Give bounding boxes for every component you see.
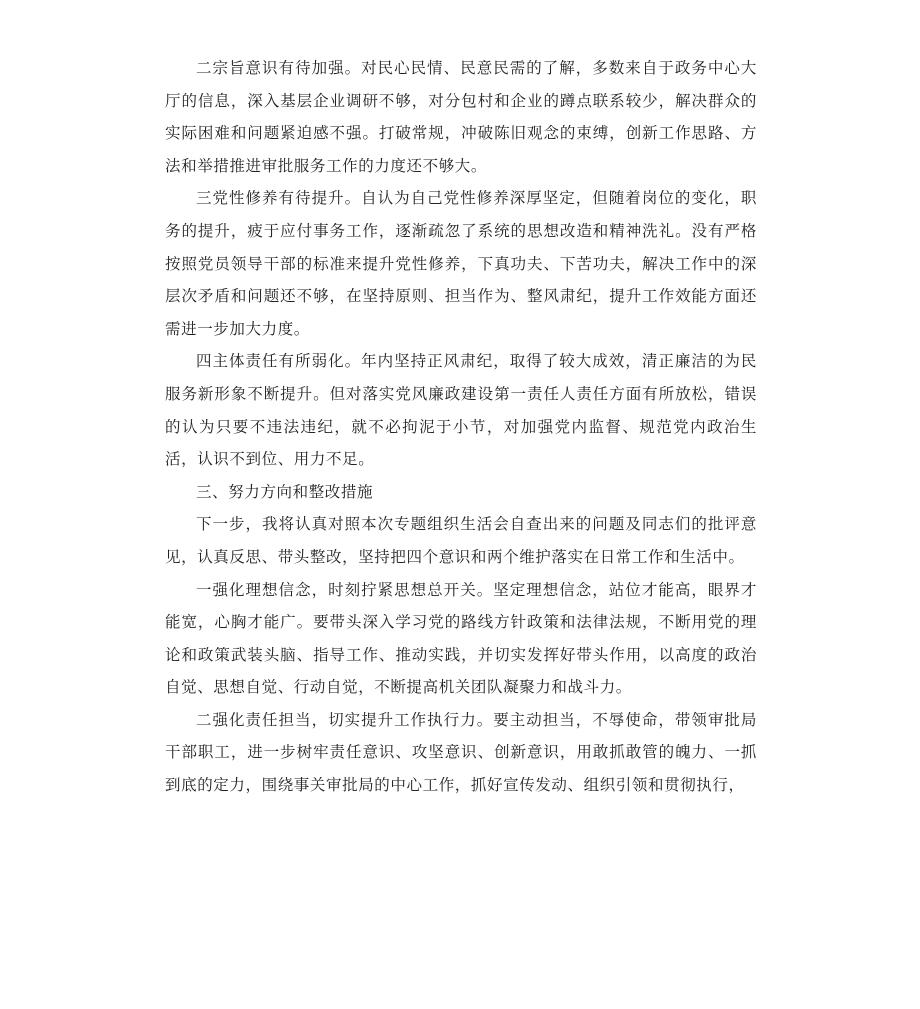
paragraph-responsibility: 二强化责任担当，切实提升工作执行力。要主动担当，不辱使命，带领审批局干部职工，进一步树牢责任意识、攻坚意识、创新意识，用敢抓敢管的魄力、一抓到底的定力，围绕事关审批局的中心工作，抓好宣传发动、组织引领和贯彻执行， — [165, 710, 757, 795]
paragraph-next-step: 下一步，我将认真对照本次专题组织生活会自查出来的问题及同志们的批评意见，认真反思、带头整改，坚持把四个意识和两个维护落实在日常工作和生活中。 — [165, 515, 757, 566]
paragraph-ideals-beliefs: 一强化理想信念，时刻拧紧思想总开关。坚定理想信念，站位才能高，眼界才能宽，心胸才能广。要带头深入学习党的路线方针政策和法律法规，不断用党的理论和政策武装头脑、指导工作、推动实践，并切实发挥好带头作用，以高度的政治自觉、思想自觉、行动自觉，不断提高机关团队凝聚力和战斗力。 — [165, 580, 757, 697]
section-heading: 三、努力方向和整改措施 — [196, 482, 374, 501]
paragraph-party-spirit: 三党性修养有待提升。自认为自己党性修养深厚坚定，但随着岗位的变化，职务的提升，疲于应付事务工作，逐渐疏忽了系统的思想改造和精神洗礼。没有严格按照党员领导干部的标准来提升党性修养，下真功夫、下苦功夫，解决工作中的深层次矛盾和问题还不够，在坚持原则、担当作为、整风肃纪，提升工作效能方面还需进一步加大力度。 — [165, 189, 757, 338]
document-page — [165, 52, 757, 802]
paragraph-purpose-awareness: 二宗旨意识有待加强。对民心民情、民意民需的了解，多数来自于政务中心大厅的信息，深入基层企业调研不够，对分包村和企业的蹲点联系较少，解决群众的实际困难和问题紧迫感不强。打破常规，冲破陈旧观念的束缚，创新工作思路、方法和举措推进审批服务工作的力度还不够大。 — [165, 59, 757, 175]
paragraph-main-responsibility: 四主体责任有所弱化。年内坚持正风肃纪，取得了较大成效，清正廉洁的为民服务新形象不断提升。但对落实党风廉政建设第一责任人责任方面有所放松，错误的认为只要不违法违纪，就不必拘泥于小节，对加强党内监督、规范党内政治生活，认识不到位、用力不足。 — [165, 352, 757, 469]
